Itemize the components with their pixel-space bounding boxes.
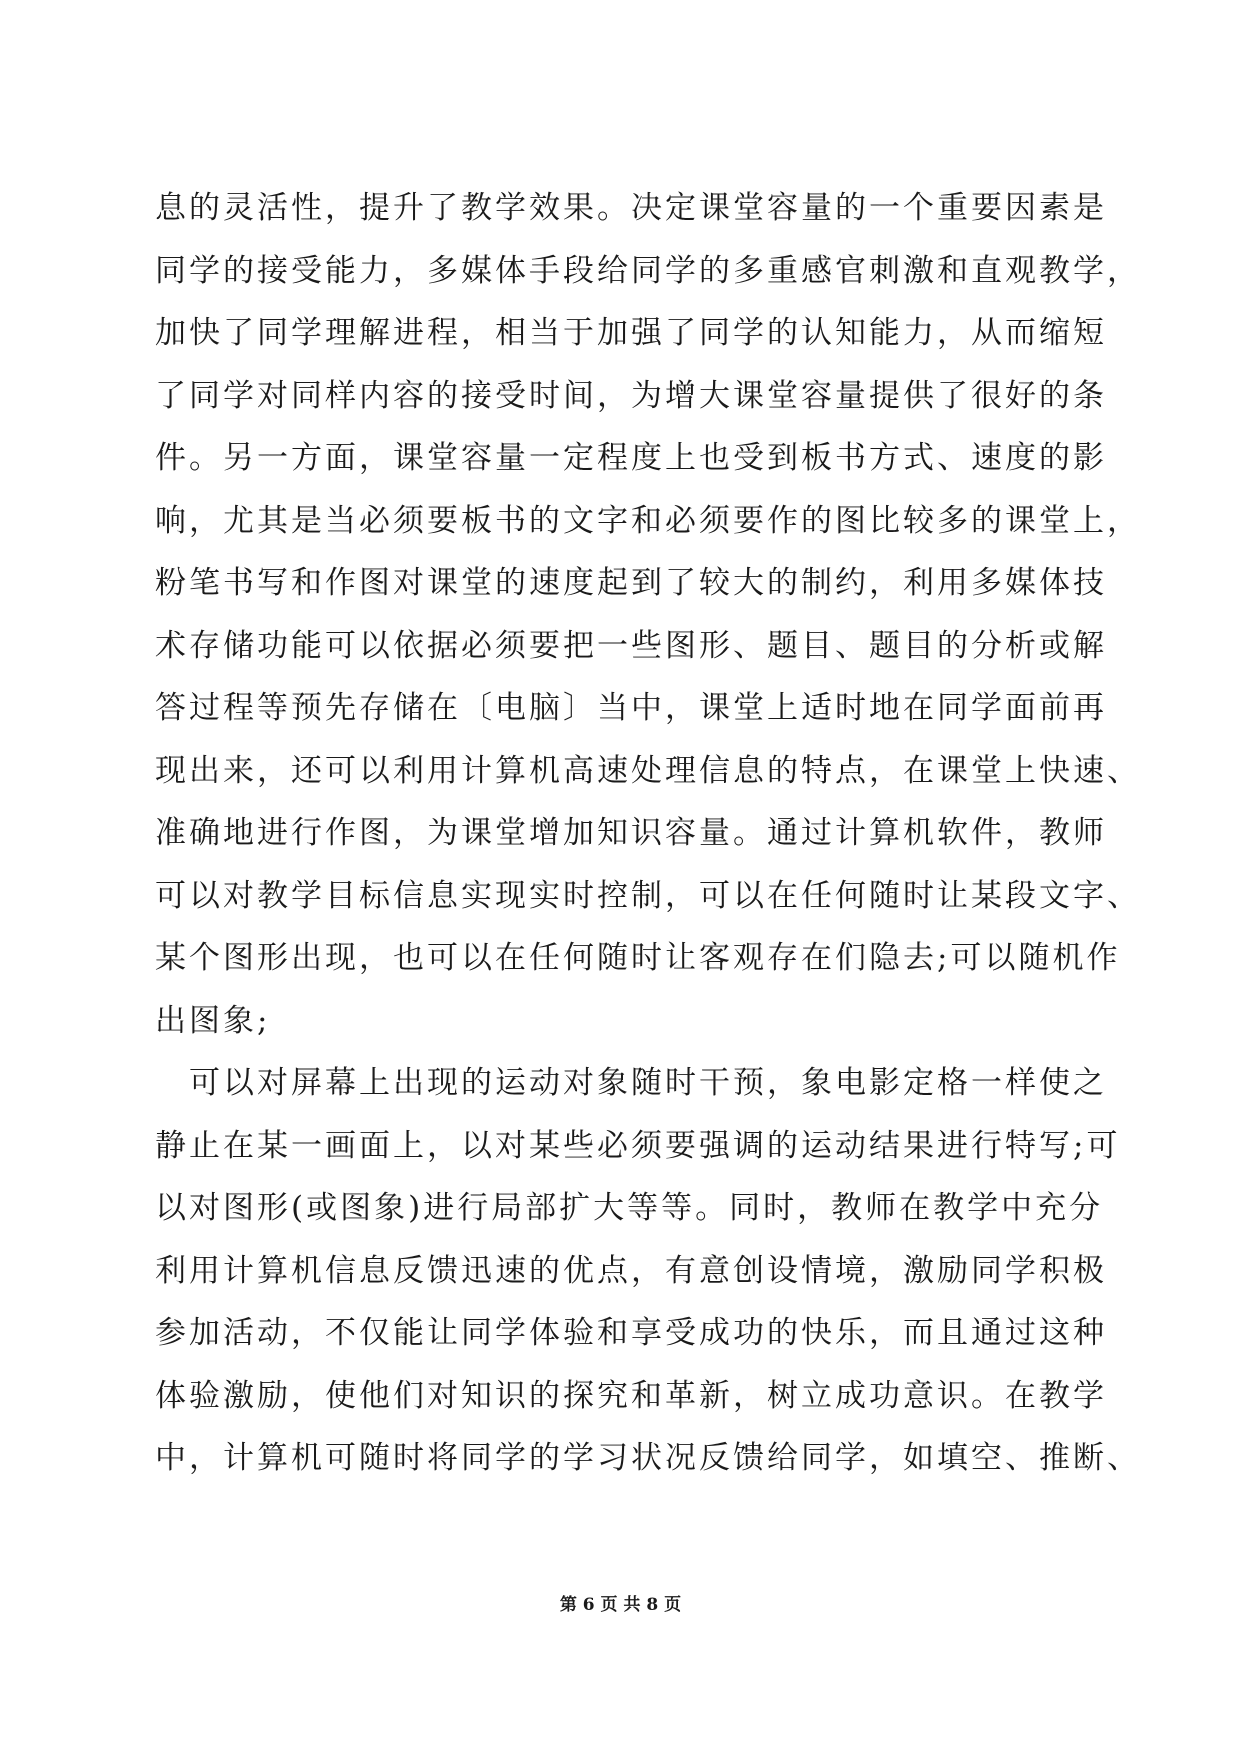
- body-text: [155, 177, 1141, 1490]
- text-line: 出图象;: [155, 1002, 271, 1039]
- text-line: 静止在某一画面上，以对某些必须要强调的运动结果进行特写;可: [155, 1127, 1121, 1164]
- text-line: 现出来，还可以利用计算机高速处理信息的特点，在课堂上快速、: [155, 752, 1141, 789]
- text-line: 可以对教学目标信息实现实时控制，可以在任何随时让某段文字、: [155, 877, 1141, 914]
- text-line: 某个图形出现，也可以在任何随时让客观存在们隐去;可以随机作: [155, 940, 1121, 976]
- text-line: 中，计算机可随时将同学的学习状况反馈给同学，如填空、推断、: [155, 1440, 1141, 1476]
- text-line: 息的灵活性，提升了教学效果。决定课堂容量的一个重要因素是: [155, 190, 1107, 226]
- text-line: 以对图形(或图象)进行局部扩大等等。同时，教师在教学中充分: [155, 1190, 1104, 1226]
- page-number-footer: 第 6 页 共 8 页: [559, 1595, 682, 1615]
- text-line: 加快了同学理解进程，相当于加强了同学的认知能力，从而缩短: [155, 315, 1107, 351]
- text-line: 粉笔书写和作图对课堂的速度起到了较大的制约，利用多媒体技: [155, 565, 1107, 601]
- text-line: 准确地进行作图，为课堂增加知识容量。通过计算机软件，教师: [155, 815, 1107, 851]
- text-line: 利用计算机信息反馈迅速的优点，有意创设情境，激励同学积极: [155, 1252, 1107, 1289]
- text-line: 可以对屏幕上出现的运动对象随时干预，象电影定格一样使之: [155, 1065, 1107, 1101]
- text-line: 参加活动，不仅能让同学体验和享受成功的快乐，而且通过这种: [155, 1315, 1107, 1351]
- text-line: 件。另一方面，课堂容量一定程度上也受到板书方式、速度的影: [155, 440, 1107, 476]
- text-line: 术存储功能可以依据必须要把一些图形、题目、题目的分析或解: [155, 627, 1107, 664]
- text-line: 答过程等预先存储在〔电脑〕当中，课堂上适时地在同学面前再: [155, 690, 1107, 726]
- text-line: 响，尤其是当必须要板书的文字和必须要作的图比较多的课堂上，: [155, 502, 1141, 539]
- text-line: 体验激励，使他们对知识的探究和革新，树立成功意识。在教学: [155, 1377, 1107, 1414]
- text-line: 同学的接受能力，多媒体手段给同学的多重感官刺激和直观教学，: [155, 252, 1141, 289]
- text-line: 了同学对同样内容的接受时间，为增大课堂容量提供了很好的条: [155, 377, 1107, 414]
